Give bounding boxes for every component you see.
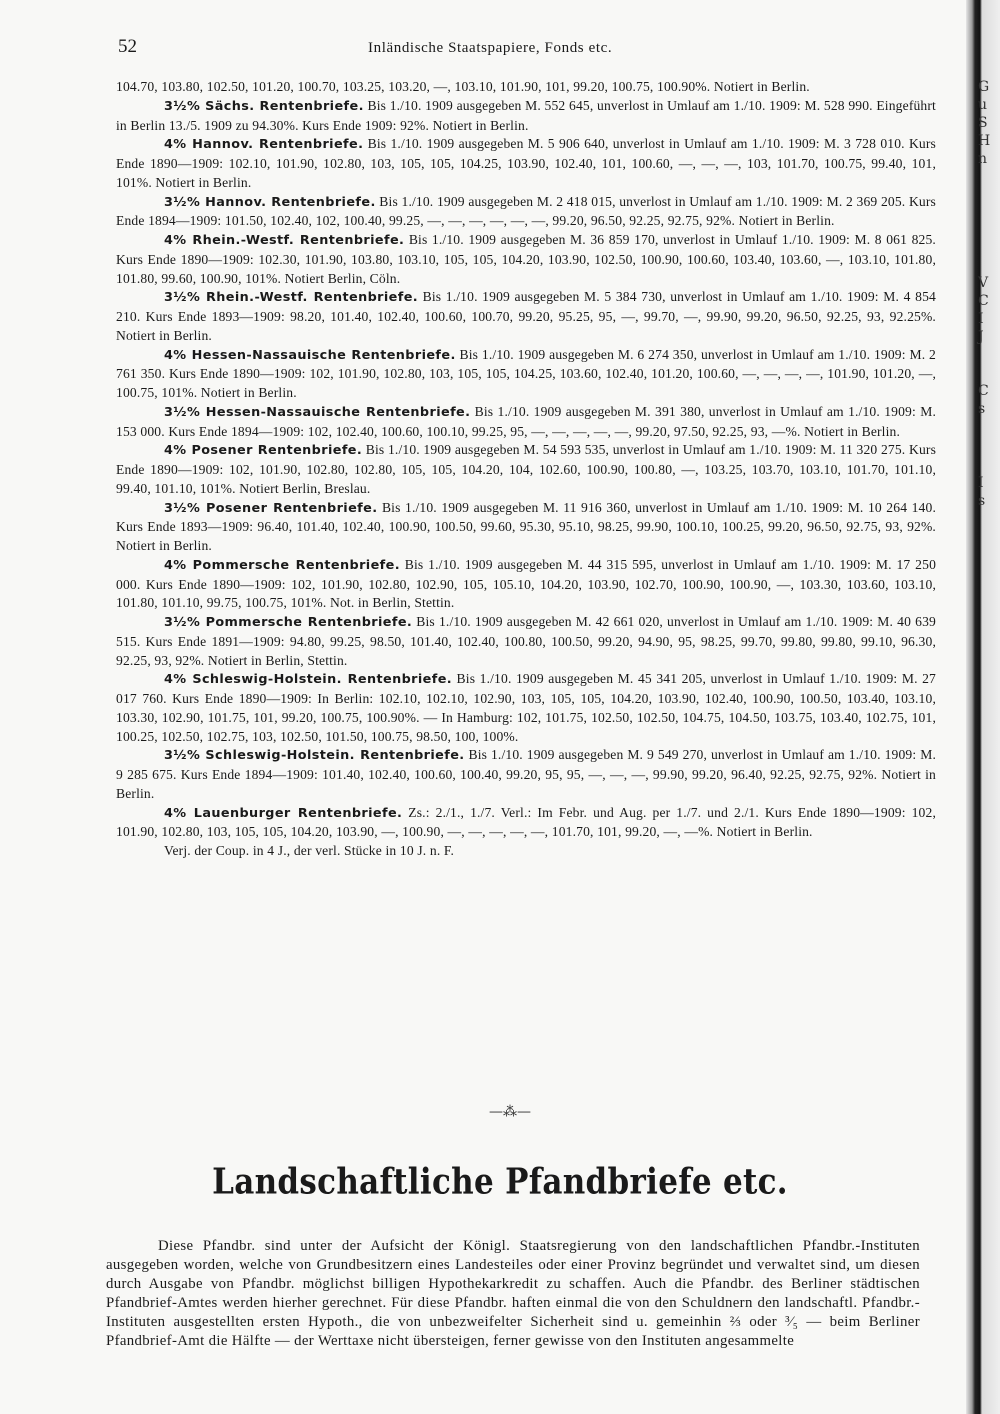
listing-paragraph: [116, 746, 936, 803]
section-divider-ornament: —⁂—: [489, 1104, 531, 1120]
section-intro: [106, 1237, 920, 1351]
edge-letter: H: [978, 133, 991, 149]
rentenbriefe-listing: [116, 78, 936, 861]
edge-letter: n: [978, 151, 988, 167]
entry-text: Bis 1./10. 1909 ausgegeben M. 5 384 730, unverlost in Umlauf am 1./10. 1909: M. 4 854 210. Kurs Ende 1893—1909: 98.20, 101.40, 102.40, 100.60, 100.70, 99.20, 95.25, 95, —, 99.70, —, 99.90, 99.20, 96.50, 92.25, 93, 92.25%. Notiert in Berlin.: [116, 289, 936, 343]
edge-letter: G: [978, 79, 990, 95]
edge-letter: s: [978, 493, 986, 509]
entry-heading: 4% Lauenburger Rentenbriefe.: [164, 805, 403, 821]
entry-heading: 4% Hannov. Rentenbriefe.: [164, 137, 364, 153]
entry-heading: 4% Pommersche Rentenbriefe.: [164, 557, 400, 573]
page-number: 52: [118, 36, 137, 57]
listing-paragraph: [116, 288, 936, 345]
listing-paragraph: [116, 403, 936, 442]
entry-text: Bis 1./10. 1909 ausgegeben M. 44 315 595, unverlost in Umlauf am 1./10. 1909: M. 17 250 000. Kurs Ende 1890—1909: 102, 101.90, 102.80, 102.90, 105, 105.10, 104.20, 103.90, 102.70, 100.90, 100.90, —, 103.30, 103.60, 103.10, 101.80, 101.10, 99.75, 100.75, 101%. Not. in Berlin, Stettin.: [116, 556, 937, 611]
entry-heading: 3½% Hannov. Rentenbriefe.: [164, 194, 376, 210]
entry-text: Bis 1./10. 1909 ausgegeben M. 45 341 205, unverlost in Umlauf 1./10. 1909: M. 27 017 760. Kurs Ende 1890—1909: In Berlin: 102.10, 102.10, 102.90, 103, 105, 105, 104.20, 103.90, 102.40, 100.90, 100.50, 103.40, 103.10, 103.30, 102.90, 101.75, 101, 99.20, 100.75, 100.90%. — In Hamburg: 102, 101.75, 102.50, 102.50, 104.75, 104.50, 103.75, 103.40, 102.75, 101, 100.25, 102.50, 102.75, 103, 102.50, 101.50, 100.75, 98.50, 100, 100%.: [116, 671, 936, 744]
entry-text: Bis 1./10. 1909 ausgegeben M. 2 418 015, unverlost in Umlauf am 1./10. 1909: M. 2 369 205. Kurs Ende 1894—1909: 101.50, 102.40, 102, 100.40, 99.25, —, —, —, —, —, —, 99.20, 96.50, 92.25, 92.75, 92%. Notiert in Berlin.: [116, 193, 936, 229]
entry-text: Bis 1./10. 1909 ausgegeben M. 42 661 020, unverlost in Umlauf am 1./10. 1909: M. 40 639 515. Kurs Ende 1891—1909: 94.80, 99.25, 98.50, 101.40, 102.40, 100.80, 100.50, 99.20, 94.90, 95, 98.25, 99.70, 99.80, 99.80, 99.10, 96.30, 92.25, 93, 92%. Notiert in Berlin, Stettin.: [116, 614, 936, 668]
listing-paragraph: [116, 842, 936, 861]
entry-text: Verj. der Coup. in 4 J., der verl. Stücke in 10 J. n. F.: [164, 843, 455, 858]
running-head: Inländische Staatspapiere, Fonds etc.: [368, 40, 613, 56]
listing-paragraph: [116, 135, 936, 192]
edge-letter: s: [978, 401, 986, 417]
listing-paragraph: [116, 613, 936, 670]
entry-heading: 4% Posener Rentenbriefe.: [164, 443, 363, 459]
edge-letter: I: [978, 311, 984, 327]
entry-heading: 4% Hessen-Nassauische Rentenbriefe.: [164, 347, 456, 363]
listing-paragraph: [116, 193, 936, 232]
entry-text: Bis 1./10. 1909 ausgegeben M. 552 645, unverlost in Umlauf am 1./10. 1909: M. 528 990. Eingeführt in Berlin 13./5. 1909 zu 94.30%. Kurs Ende 1909: 92%. Notiert in Berlin.: [116, 97, 936, 133]
edge-letter: u: [978, 97, 988, 113]
edge-letter: C: [978, 293, 989, 309]
entry-heading: 3½% Posener Rentenbriefe.: [164, 500, 378, 516]
entry-heading: 3½% Schleswig-Holstein. Rentenbriefe.: [164, 748, 465, 764]
listing-paragraph: [116, 231, 936, 288]
entry-text: Bis 1./10. 1909 ausgegeben M. 11 916 360, unverlost in Umlauf am 1./10. 1909: M. 10 264 140. Kurs Ende 1893—1909: 96.40, 101.40, 102.40, 100.90, 100.50, 99.60, 95.30, 95.10, 98.25, 99.90, 100.10, 100.25, 99.20, 96.50, 92.75, 93, 92%. Notiert in Berlin.: [116, 499, 936, 553]
listing-paragraph: [116, 78, 936, 97]
section-title: Landschaftliche Pfandbriefe etc.: [212, 1161, 788, 1203]
listing-paragraph: [116, 97, 936, 136]
entry-text: Bis 1./10. 1909 ausgegeben M. 54 593 535, unverlost in Umlauf am 1./10. 1909: M. 11 320 275. Kurs Ende 1890—1909: 102, 101.90, 102.80, 102.80, 105, 105, 104.20, 104, 102.60, 100.90, 100.80, —, 103.25, 103.70, 103.10, 101.70, 101.10, 99.40, 101.10, 101%. Notiert Berlin, Breslau.: [116, 442, 937, 496]
listing-paragraph: [116, 670, 936, 746]
listing-paragraph: [116, 499, 936, 556]
entry-text: 104.70, 103.80, 102.50, 101.20, 100.70, 103.25, 103.20, —, 103.10, 101.90, 101, 99.20, 100.75, 100.90%. Notiert in Berlin.: [116, 79, 810, 94]
entry-heading: 3½% Hessen-Nassauische Rentenbriefe.: [164, 404, 471, 420]
entry-text: Zs.: 2./1., 1./7. Verl.: Im Febr. und Aug. per 1./7. und 2./1. Kurs Ende 1890—1909: 102, 101.90, 102.80, 103, 105, 105, 104.20, 103.90, —, 100.90, —, —, —, —, —, 101.70, 101, 99.20, —, —%. Notiert in Berlin.: [116, 804, 937, 840]
entry-heading: 4% Schleswig-Holstein. Rentenbriefe.: [164, 672, 453, 688]
edge-letter: C: [978, 383, 989, 399]
listing-paragraph: [116, 441, 936, 498]
entry-text: Bis 1./10. 1909 ausgegeben M. 6 274 350, unverlost in Umlauf am 1./10. 1909: M. 2 761 350. Kurs Ende 1890—1909: 102, 101.90, 102.80, 103, 105, 105, 104.25, 103.60, 102.40, 101.20, 100.60, —, —, —, —, 101.90, 101.20, —, 100.75, 101%. Notiert in Berlin.: [116, 346, 936, 400]
edge-letter: J: [978, 329, 984, 345]
edge-letter: S: [978, 115, 988, 131]
page-header: [118, 36, 938, 64]
adjacent-page-edge: [978, 80, 992, 512]
listing-paragraph: [116, 346, 936, 403]
listing-paragraph: [116, 556, 936, 613]
entry-heading: 3½% Rhein.-Westf. Rentenbriefe.: [164, 290, 419, 306]
entry-heading: 3½% Sächs. Rentenbriefe.: [164, 98, 364, 114]
intro-paragraph: Diese Pfandbr. sind unter der Aufsicht der Königl. Staatsregierung von den landschaftlichen Pfandbr.-Instituten ausgegeben worden, welche von Grundbesitzern eines Landesteiles oder einer Provinz begründet und verwaltet sind, um diesen durch Ausgabe von Pfandbr. möglichst billigen Hypothekarkredit zu schaffen. Auch die Pfandbr. des Berliner städtischen Pfandbrief-Amtes werden hierher gerechnet. Für diese Pfandbr. haften einmal die von den Schuldnern den landschaftl. Pfandbr.-Instituten ausgestellten ersten Hypoth., die von unbezweifelter Sicherheit sind u. gemeinhin ⅔ oder ³⁄₅ — beim Berliner Pfandbrief-Amt die Hälfte — der Werttaxe nicht übersteigen, ferner gewisse von den Instituten angesammelte: [106, 1238, 920, 1349]
entry-text: Bis 1./10. 1909 ausgegeben M. 36 859 170, unverlost in Umlauf 1./10. 1909: M. 8 061 825. Kurs Ende 1890—1909: 102.30, 101.90, 103.80, 103.10, 105, 105, 104.20, 103.90, 102.50, 100.90, 100.60, 103.40, 103.60, —, 103.10, 101.80, 101.80, 99.60, 100.90, 101%. Notiert Berlin, Cöln.: [116, 232, 936, 286]
entry-text: Bis 1./10. 1909 ausgegeben M. 9 549 270, unverlost in Umlauf am 1./10. 1909: M. 9 285 675. Kurs Ende 1894—1909: 101.40, 102.40, 100.60, 100.40, 99.20, 95, 95, —, —, —, 99.90, 99.20, 96.40, 92.25, 92.75, 92%. Notiert in Berlin.: [116, 747, 937, 801]
entry-heading: 4% Rhein.-Westf. Rentenbriefe.: [164, 233, 405, 248]
entry-text: Bis 1./10. 1909 ausgegeben M. 5 906 640, unverlost in Umlauf am 1./10. 1909: M. 3 728 010. Kurs Ende 1890—1909: 102.10, 101.90, 102.80, 103, 105, 105, 104.25, 103.90, 102.40, 101, 100.60, —, —, —, 103, 101.70, 100.75, 99.40, 101, 101%. Notiert in Berlin.: [116, 136, 936, 190]
entry-heading: 3½% Pommersche Rentenbriefe.: [164, 615, 413, 630]
listing-paragraph: [116, 804, 936, 843]
edge-letter: I: [978, 475, 984, 491]
entry-text: Bis 1./10. 1909 ausgegeben M. 391 380, unverlost in Umlauf am 1./10. 1909: M. 153 000. Kurs Ende 1894—1909: 102, 102.40, 100.60, 100.10, 99.25, 95, —, —, —, —, —, 99.20, 97.50, 92.25, 93, —%. Notiert in Berlin.: [116, 403, 936, 439]
edge-letter: V: [978, 275, 989, 291]
